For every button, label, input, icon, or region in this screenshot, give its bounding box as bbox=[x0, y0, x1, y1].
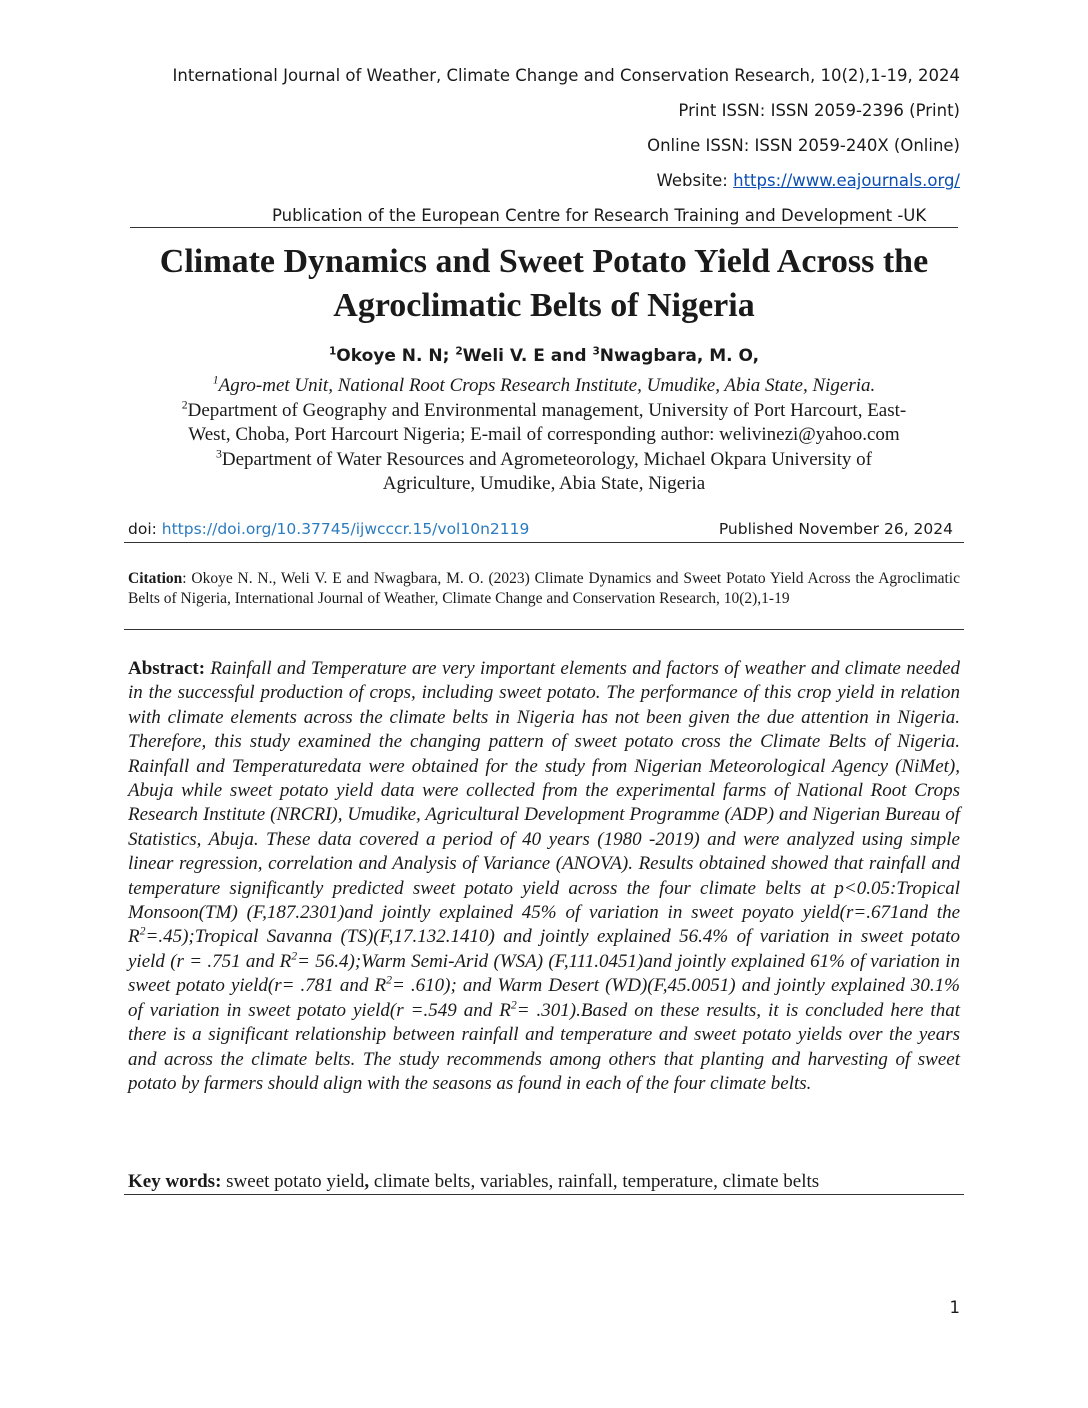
citation-label: Citation bbox=[128, 570, 183, 587]
keywords-first: sweet potato yield bbox=[221, 1171, 365, 1192]
doi-rule bbox=[124, 542, 964, 543]
publisher-line: Publication of the European Centre for Research Training and Development -UK bbox=[272, 206, 927, 225]
abstract-part-4: = .610); and Warm Desert (WD)(F,45.0051) and jointly explained 30.1% of variation in sweet potato yield(r =.549 and R bbox=[128, 975, 960, 1021]
citation-rule bbox=[124, 629, 964, 630]
affiliation-1-text: Agro-met Unit, National Root Crops Research Institute, Umudike, Abia State, Nigeria. bbox=[218, 375, 876, 396]
author-3: Nwagbara, M. O, bbox=[599, 346, 760, 366]
abstract-sup: 2 bbox=[510, 998, 517, 1012]
abstract-sup: 2 bbox=[139, 925, 146, 939]
paper-title bbox=[100, 240, 988, 328]
abstract-label: Abstract: bbox=[128, 658, 211, 679]
affiliation-3-line-1: Department of Water Resources and Agrometeorology, Michael Okpara University of bbox=[221, 449, 872, 470]
header-rule bbox=[130, 227, 958, 228]
published-date: Published November 26, 2024 bbox=[718, 520, 953, 538]
abstract bbox=[128, 657, 960, 1096]
keywords-label: Key words: bbox=[128, 1171, 222, 1192]
website-label: Website: bbox=[656, 171, 734, 190]
keywords-comma: , bbox=[364, 1171, 370, 1192]
affiliation-sup-2: 2 bbox=[181, 398, 188, 412]
keywords-rest: climate belts, variables, rainfall, temperature, climate belts bbox=[369, 1171, 820, 1192]
abstract-body bbox=[128, 658, 960, 1094]
citation bbox=[128, 569, 960, 609]
affiliation-sup-1: 1 bbox=[212, 373, 219, 387]
doi-link[interactable]: https://doi.org/10.37745/ijwcccr.15/vol10n2119 bbox=[161, 520, 530, 538]
author-sup-3: 3 bbox=[592, 345, 600, 358]
online-issn: Online ISSN: ISSN 2059-240X (Online) bbox=[647, 136, 960, 155]
title-line-1: Climate Dynamics and Sweet Potato Yield Across the bbox=[159, 243, 929, 280]
website-line bbox=[657, 171, 960, 190]
doi-label: doi: bbox=[128, 520, 162, 538]
affiliation-2 bbox=[128, 399, 960, 447]
affiliation-1 bbox=[128, 374, 960, 398]
abstract-part-1: Rainfall and Temperature are very important elements and factors of weather and climate needed in the successful production of crops, including sweet potato. The performance of this crop yield in relation with climate elements across the climate belts in Nigeria has not been given the due attention in Nigeria. Therefore, this study examined the changing pattern of sweet potato cross the Climate Belts of Nigeria. Rainfall and Temperaturedata were obtained for the study from Nigerian Meteorological Agency (NiMet), Abuja while sweet potato yield data were collected from the experimental farms of National Root Crops Research Institute (NRCRI), Umudike, Agricultural Development Programme (ADP) and Nigerian Bureau of Statistics, Abuja. These data covered a period of 40 years (1980 -2019) and were analyzed using simple linear regression, correlation and Analysis of Variance (ANOVA). Results obtained showed that rainfall and temperature significantly predicted sweet potato yield across the four climate belts at p<0.05:Tropical Monsoon(TM) (F,187.2301)and jointly explained 45% of variation in sweet poyato yield(r=.671and the R bbox=[128, 658, 960, 948]
keywords bbox=[128, 1171, 819, 1193]
abstract-sup: 2 bbox=[386, 973, 392, 987]
keywords-rule bbox=[124, 1194, 964, 1195]
author-2: Weli V. E and bbox=[462, 346, 593, 366]
affiliation-3-line-2: Agriculture, Umudike, Abia State, Nigeria bbox=[382, 473, 706, 494]
print-issn: Print ISSN: ISSN 2059-2396 (Print) bbox=[678, 101, 960, 120]
author-sup-2: 2 bbox=[455, 345, 463, 358]
abstract-part-3: = 56.4);Warm Semi-Arid (WSA) (F,111.0451)and jointly explained 61% of variation in sweet potato yield(r= .781 and R bbox=[128, 950, 960, 997]
abstract-part-5: = .301).Based on these results, it is concluded here that there is a significant relationship between rainfall and temperature and sweet potato yields over the years and across the climate belts. The study recommends among others that planting and harvesting of sweet potato by farmers should align with the seasons as found in each of the four climate belts. bbox=[128, 999, 960, 1094]
title-line-2: Agroclimatic Belts of Nigeria bbox=[333, 287, 755, 324]
affiliation-3 bbox=[128, 448, 960, 496]
citation-text: : Okoye N. N., Weli V. E and Nwagbara, M. O. (2023) Climate Dynamics and Sweet Potato Yield Across the Agroclimatic Belts of Nigeria, International Journal of Weather, Climate Change and Conservation Research, 10(2),1-19 bbox=[128, 570, 960, 607]
page-number: 1 bbox=[949, 1298, 960, 1317]
abstract-part-2: =.45);Tropical Savanna (TS)(F,17.132.1410) and jointly explained 56.4% of variation in sweet potato yield (r = .751 and R bbox=[128, 926, 960, 972]
website-link[interactable]: https://www.eajournals.org/ bbox=[733, 171, 960, 190]
authors-line bbox=[0, 346, 1088, 366]
author-sup-1: 1 bbox=[328, 345, 337, 358]
affiliation-2-line-1: Department of Geography and Environmental management, University of Port Harcourt, East- bbox=[187, 400, 907, 421]
affiliation-sup-3: 3 bbox=[216, 447, 222, 461]
journal-line: International Journal of Weather, Climate Change and Conservation Research, 10(2),1-19, 2024 bbox=[172, 66, 960, 85]
abstract-sup: 2 bbox=[291, 949, 298, 963]
affiliation-2-line-2: West, Choba, Port Harcourt Nigeria; E-mail of corresponding author: welivinezi@yahoo.com bbox=[188, 424, 900, 445]
doi-line bbox=[128, 520, 529, 538]
author-1: Okoye N. N; bbox=[336, 346, 456, 366]
